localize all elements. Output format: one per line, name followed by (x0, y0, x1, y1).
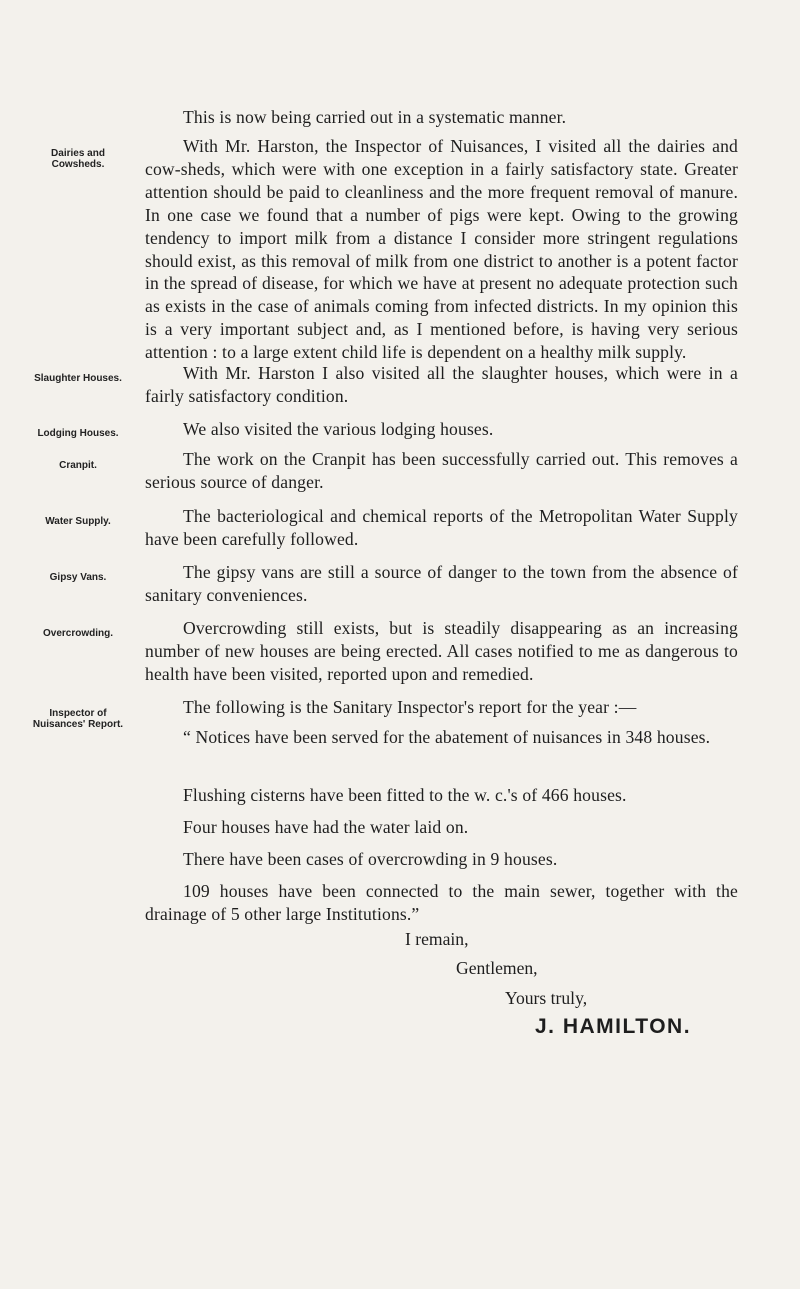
closing-valediction: Yours truly, (505, 988, 588, 1008)
margin-note-gipsy-vans: Gipsy Vans. (49, 572, 107, 583)
margin-note-cranpit: Cranpit. (59, 460, 97, 471)
report-item-overcrowding-cases: There have been cases of overcrowding in 9 houses. (183, 849, 558, 869)
paragraph-dairies: With Mr. Harston, the Inspector of Nuisances, I visited all the dairies and cow-sheds, which were with one exception in a fairly satisfactory state. Greater attention should be paid to cleanliness and the more frequent removal of manure. In one case we found that a number of pigs were kept. Owing to the growing tendency to import milk from a distance I consider more stringent regulations should exist, as this removal of milk from one district to another is a potent factor in the spread of disease, for which we have at present no adequate protection such as exists in the case of animals coming from infected districts. In my opinion this is a very important subject and, as I mentioned before, is having very serious attention : to a large extent child life is dependent on a healthy milk supply. (145, 136, 738, 363)
report-item-notices: “ Notices have been served for the abatement of nuisances in 348 houses. (183, 727, 711, 747)
closing-remain: I remain, (405, 929, 469, 949)
paragraph-slaughter-houses: With Mr. Harston I also visited all the slaughter houses, which were in a fairly satisfactory condition. (145, 363, 738, 406)
margin-note-inspector-report: Inspector of Nuisances' Report. (32, 708, 124, 730)
margin-note-slaughter-houses: Slaughter Houses. (34, 373, 122, 384)
closing-salutation: Gentlemen, (456, 958, 538, 978)
paragraph-lodging-houses: We also visited the various lodging houses. (183, 419, 494, 439)
margin-note-dairies: Dairies and Cowsheds. (51, 148, 105, 170)
paragraph-water-supply: The bacteriological and chemical reports of the Metropolitan Water Supply have been carefully followed. (145, 506, 738, 549)
paragraph-overcrowding: Overcrowding still exists, but is steadily disappearing as an increasing number of new houses are being erected. All cases notified to me as dangerous to health have been visited, reported upon and remedied. (145, 618, 738, 684)
report-item-water-laid-on: Four houses have had the water laid on. (183, 817, 469, 837)
opening-line: This is now being carried out in a systematic manner. (183, 107, 567, 127)
signature: J. HAMILTON. (535, 1015, 692, 1038)
margin-note-lodging-houses: Lodging Houses. (37, 428, 119, 439)
margin-note-water-supply: Water Supply. (45, 516, 111, 527)
paragraph-gipsy-vans: The gipsy vans are still a source of danger to the town from the absence of sanitary conveniences. (145, 562, 738, 605)
paragraph-inspector-intro: The following is the Sanitary Inspector's report for the year :— (183, 697, 637, 717)
margin-note-overcrowding: Overcrowding. (42, 628, 113, 639)
report-item-flushing-cisterns: Flushing cisterns have been fitted to the w. c.'s of 466 houses. (183, 785, 627, 805)
report-item-main-sewer: 109 houses have been connected to the main sewer, together with the drainage of 5 other large Institutions.” (145, 881, 738, 924)
paragraph-cranpit: The work on the Cranpit has been successfully carried out. This removes a serious source of danger. (145, 449, 738, 492)
